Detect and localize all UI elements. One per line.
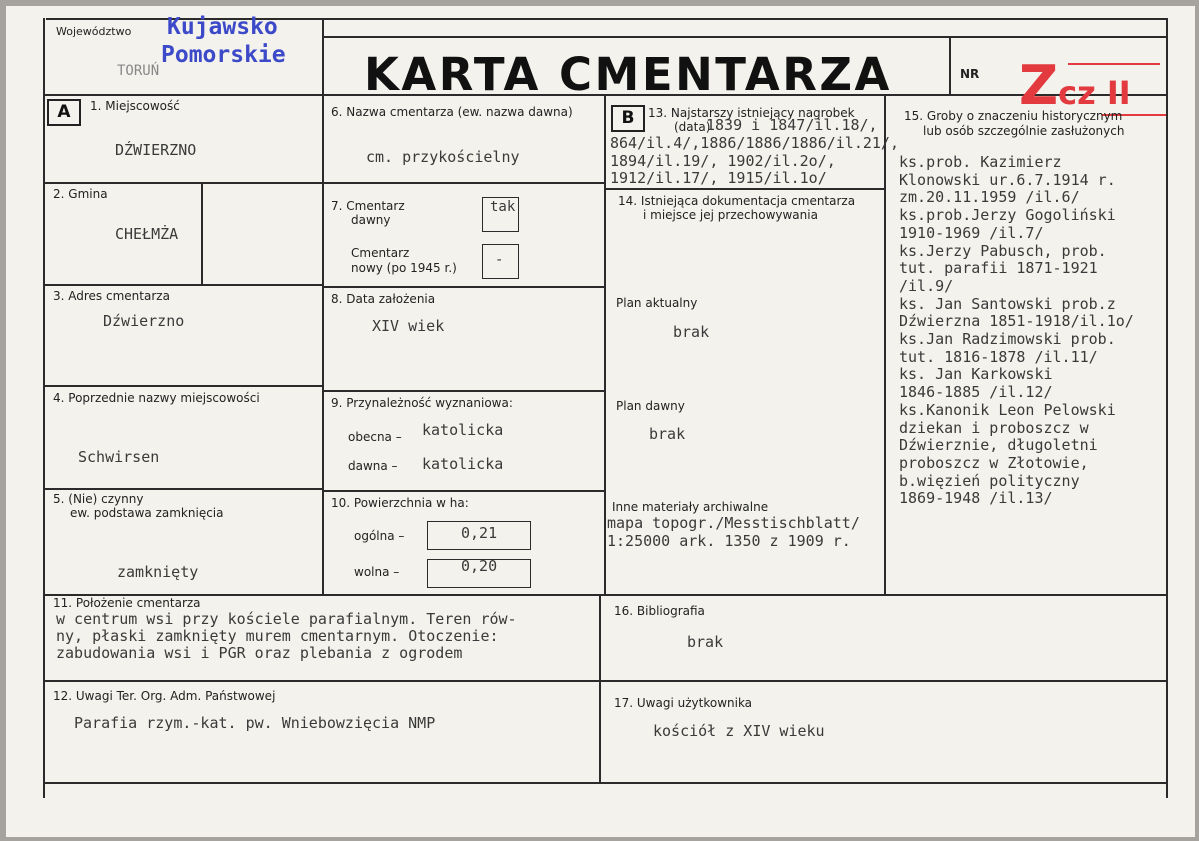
field-15-line: tut. 1816-1878 /il.11/ — [899, 347, 1098, 366]
field-7-new-label-line2: nowy (po 1945 r.) — [351, 261, 457, 275]
field-17-value: kościół z XIV wieku — [653, 722, 825, 740]
voivodeship-stamp-line1: Kujawsko — [167, 14, 278, 40]
field-14-plan-old-label: Plan dawny — [616, 399, 685, 413]
field-15-line: 1869-1948 /il.13/ — [899, 489, 1053, 508]
field-7-old-label-line1: 7. Cmentarz — [331, 199, 405, 213]
field-15-line: /il.9/ — [899, 276, 954, 295]
card-title: KARTA CMENTARZA — [364, 48, 892, 101]
rule-mid-3 — [322, 390, 606, 392]
field-10-free-value: 0,20 — [461, 557, 498, 575]
field-10-label: 10. Powierzchnia w ha: — [331, 496, 469, 510]
nr-underline-icon — [1068, 63, 1160, 65]
field-4-label: 4. Poprzednie nazwy miejscowości — [53, 391, 260, 405]
rule-header-div1 — [322, 20, 324, 96]
field-1-value: DŹWIERZNO — [115, 141, 197, 159]
field-13-label-line1: 13. Najstarszy istniejący nagrobek — [648, 106, 855, 120]
rule-f2-inner — [201, 184, 203, 284]
cemetery-record-card — [6, 6, 1195, 837]
field-15-line: ks.Jerzy Pabusch, prob. — [899, 241, 1107, 260]
field-15-line: Klonowski ur.6.7.1914 r. — [899, 170, 1116, 189]
field-15-line: Dźwierznie, długoletni — [899, 436, 1098, 455]
nr-code-letter: Z — [1019, 54, 1059, 117]
field-15-line: ks.Kanonik Leon Pelowski — [899, 400, 1116, 419]
rule-left-3 — [43, 385, 324, 387]
rule-row4 — [43, 594, 1168, 596]
field-3-value: Dźwierzno — [103, 312, 185, 330]
rule-left-2 — [43, 284, 324, 286]
field-13-line: 1894/il.19/, 1902/il.2o/, — [610, 151, 836, 170]
field-5-label-line1: 5. (Nie) czynny — [53, 492, 144, 506]
field-1-label: 1. Miejscowość — [90, 99, 180, 113]
field-8-value: XIV wiek — [372, 317, 445, 335]
field-14-label-line2: i miejsce jej przechowywania — [643, 208, 818, 222]
field-15-label-line1: 15. Groby o znaczeniu historycznym — [904, 109, 1123, 123]
field-15-line: b.więzień polityczny — [899, 471, 1080, 490]
section-a-marker: A — [47, 99, 81, 126]
field-11-line: zabudowania wsi i PGR oraz plebania z ogrodem — [56, 644, 463, 662]
voivodeship-old-value: TORUŃ — [117, 63, 160, 79]
rule-mid-4 — [322, 490, 606, 492]
rule-f13-bottom — [604, 188, 886, 190]
field-7-new-label-line1: Cmentarz — [351, 246, 410, 260]
field-10-total-value: 0,21 — [461, 524, 498, 542]
field-7-new-value: - — [495, 252, 504, 268]
rule-mid-1 — [322, 182, 606, 184]
field-15-label-line2: lub osób szczególnie zasłużonych — [923, 124, 1125, 138]
field-7-old-value: tak — [490, 199, 516, 215]
nr-label: NR — [960, 67, 980, 81]
field-15-line: tut. parafii 1871-1921 — [899, 259, 1098, 278]
rule-col1 — [322, 94, 324, 596]
field-15-line: ks. Jan Karkowski — [899, 365, 1053, 384]
field-14-other-line: mapa topogr./Messtischblatt/ — [607, 514, 860, 532]
field-11-line: w centrum wsi przy kościele parafialnym. Teren rów- — [56, 610, 517, 628]
voivodeship-stamp-line2: Pomorskie — [161, 42, 286, 68]
field-9-former-label: dawna – — [348, 459, 398, 473]
field-15-line: 1910-1969 /il.7/ — [899, 223, 1044, 242]
field-5-label-line2: ew. podstawa zamknięcia — [70, 506, 224, 520]
border-bottom — [43, 782, 1168, 784]
field-2-label: 2. Gmina — [53, 187, 108, 201]
field-15-line: Dźwierzna 1851-1918/il.1o/ — [899, 312, 1134, 331]
rule-row45-div — [599, 594, 601, 784]
field-13-label-line2: (data) — [674, 120, 711, 134]
field-10-free-label: wolna – — [354, 565, 400, 579]
field-16-value: brak — [687, 633, 724, 651]
field-15-line: ks. Jan Santowski prob.z — [899, 294, 1116, 313]
field-3-label: 3. Adres cmentarza — [53, 289, 170, 303]
field-12-value: Parafia rzym.-kat. pw. Wniebowzięcia NMP — [74, 714, 436, 732]
field-16-label: 16. Bibliografia — [614, 604, 705, 618]
field-14-plan-old-value: brak — [649, 425, 686, 443]
field-9-label: 9. Przynależność wyznaniowa: — [331, 396, 513, 410]
field-15-line: 1846-1885 /il.12/ — [899, 383, 1053, 402]
rule-col2 — [604, 94, 606, 596]
field-15-line: proboszcz w Złotowie, — [899, 453, 1089, 472]
field-11-line: ny, płaski zamknięty murem cmentarnym. Otoczenie: — [56, 627, 499, 645]
field-15-line: dziekan i proboszcz w — [899, 418, 1089, 437]
field-9-current-label: obecna – — [348, 430, 402, 444]
field-11-label: 11. Położenie cmentarza — [53, 596, 201, 610]
field-14-other-label: Inne materiały archiwalne — [612, 500, 769, 514]
field-2-value: CHEŁMŻA — [115, 225, 179, 243]
field-9-former-value: katolicka — [422, 455, 504, 473]
rule-header-div2 — [949, 36, 951, 96]
voivodeship-label: Województwo — [56, 25, 132, 38]
rule-mid-2 — [322, 286, 606, 288]
section-b-marker: B — [611, 105, 645, 132]
field-15-line: zm.20.11.1959 /il.6/ — [899, 188, 1080, 207]
field-9-current-value: katolicka — [422, 421, 504, 439]
field-15-line: ks.Jan Radzimowski prob. — [899, 330, 1116, 348]
field-4-value: Schwirsen — [78, 448, 160, 466]
field-6-value: cm. przykościelny — [366, 148, 520, 166]
field-14-plan-current-label: Plan aktualny — [616, 296, 698, 310]
field-8-label: 8. Data założenia — [331, 292, 436, 306]
field-14-label-line1: 14. Istniejąca dokumentacja cmentarza — [618, 194, 856, 208]
rule-left-4 — [43, 488, 324, 490]
field-7-old-label-line2: dawny — [351, 213, 391, 227]
field-14-plan-current-value: brak — [673, 323, 710, 341]
field-17-label: 17. Uwagi użytkownika — [614, 696, 753, 710]
field-13-line: 1912/il.17/, 1915/il.1o/ — [610, 169, 827, 187]
field-13-first-line: 1839 i 1847/il.18/, — [706, 116, 878, 134]
field-5-value: zamknięty — [117, 563, 199, 581]
rule-title-box-top — [322, 36, 1168, 38]
field-15-line: ks.prob.Jerzy Gogoliński — [899, 206, 1116, 225]
rule-left-1 — [43, 182, 324, 184]
field-6-label: 6. Nazwa cmentarza (ew. nazwa dawna) — [331, 105, 573, 119]
rule-col3 — [884, 94, 886, 596]
field-13-line: 864/il.4/,1886/1886/1886/il.21/, — [610, 134, 899, 152]
field-10-total-label: ogólna – — [354, 529, 405, 543]
field-14-other-line: 1:25000 ark. 1350 z 1909 r. — [607, 532, 851, 550]
rule-row5 — [43, 680, 1168, 682]
field-15-line: ks.prob. Kazimierz — [899, 153, 1062, 171]
nr-code-suffix: cz II — [1058, 74, 1131, 112]
field-12-label: 12. Uwagi Ter. Org. Adm. Państwowej — [53, 689, 276, 703]
